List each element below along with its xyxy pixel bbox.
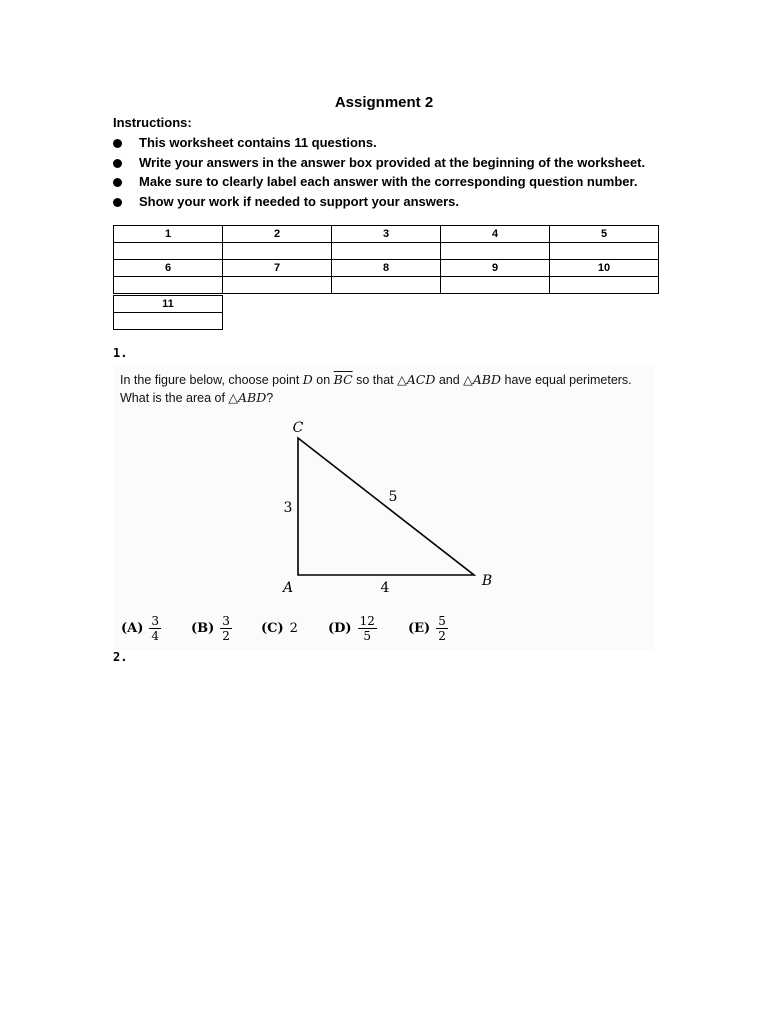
answer-header-cell: 1 (114, 226, 223, 243)
answer-header-cell: 7 (223, 260, 332, 277)
choice-e: (E) $\frac{5}{2}$ (408, 613, 446, 643)
vertex-c-label: C (292, 420, 304, 436)
triangle-abc (298, 438, 474, 575)
question-number: 2. (113, 650, 128, 664)
answer-input-row (114, 243, 659, 260)
instructions-label: Instructions: (113, 115, 192, 130)
bullet-icon (113, 139, 122, 148)
answer-box[interactable] (114, 277, 223, 294)
fraction: $\frac{3}{2}$ (222, 613, 230, 643)
bullet-icon (113, 159, 122, 168)
side-cb-label: 5 (388, 489, 398, 505)
answer-header-cell: 9 (441, 260, 550, 277)
answer-box[interactable] (114, 313, 223, 330)
answer-header-row (114, 260, 659, 277)
answer-header-cell: 2 (223, 226, 332, 243)
vertex-a-label: A (282, 580, 294, 596)
answer-header-cell: 4 (441, 226, 550, 243)
side-ab-label: 4 (380, 580, 390, 596)
answer-header-row (114, 226, 659, 243)
fraction: $\frac{5}{2}$ (438, 613, 446, 643)
answer-box[interactable] (223, 277, 332, 294)
instruction-item: Show your work if needed to support your answers. (113, 192, 645, 212)
answer-box[interactable] (223, 243, 332, 260)
instruction-item: Make sure to clearly label each answer with the corresponding question number. (113, 172, 645, 192)
bullet-icon (113, 178, 122, 187)
answer-box[interactable] (441, 277, 550, 294)
answer-box[interactable] (550, 277, 659, 294)
answer-header-cell: 8 (332, 260, 441, 277)
choice-c: (C) 2 (261, 620, 298, 636)
choice-d: (D) $\frac{12}{5}$ (328, 613, 375, 643)
answer-header-row (114, 296, 223, 313)
answer-header-cell: 5 (550, 226, 659, 243)
answer-input-row (114, 313, 223, 330)
choice-a: (A) $\frac{3}{4}$ (121, 613, 160, 643)
bullet-icon (113, 198, 122, 207)
answer-box[interactable] (332, 243, 441, 260)
answer-box[interactable] (332, 277, 441, 294)
answer-header-cell: 11 (114, 296, 223, 313)
side-ac-label: 3 (283, 500, 293, 516)
triangle-figure (113, 365, 653, 605)
answer-grid-extra (113, 295, 223, 330)
vertex-b-label: B (481, 573, 493, 589)
answer-choices (119, 608, 639, 648)
answer-header-cell: 3 (332, 226, 441, 243)
answer-header-cell: 10 (550, 260, 659, 277)
answer-grid (113, 225, 659, 294)
fraction: $\frac{12}{5}$ (359, 613, 375, 643)
answer-box[interactable] (114, 243, 223, 260)
instruction-item: Write your answers in the answer box provided at the beginning of the worksheet. (113, 153, 645, 173)
answer-box[interactable] (550, 243, 659, 260)
answer-input-row (114, 277, 659, 294)
problem-image (113, 365, 653, 650)
page-title: Assignment 2 (334, 94, 434, 111)
answer-header-cell: 6 (114, 260, 223, 277)
question-number: 1. (113, 346, 128, 360)
answer-box[interactable] (441, 243, 550, 260)
problem-text: In the figure below, choose point D on $\overline{BC}$ so that △ACD and △ABD have equal perimeters. What is the area of △ABD? (120, 372, 632, 405)
fraction: $\frac{3}{4}$ (151, 613, 160, 643)
instructions-list (113, 133, 645, 211)
choice-b: (B) $\frac{3}{2}$ (191, 613, 230, 643)
instruction-item: This worksheet contains 11 questions. (113, 133, 645, 153)
